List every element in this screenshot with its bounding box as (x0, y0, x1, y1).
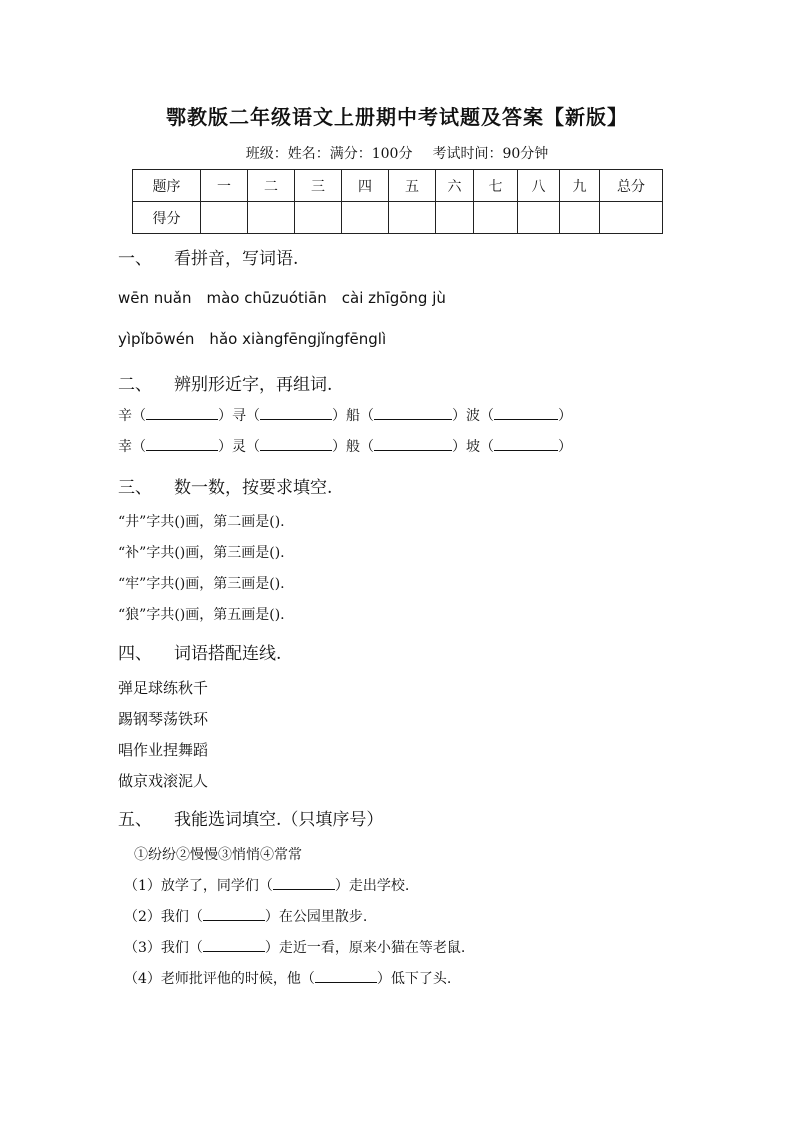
answer-blank[interactable] (374, 438, 452, 451)
answer-blank[interactable] (494, 438, 558, 451)
score-cell[interactable] (436, 202, 474, 234)
section-2-heading (118, 370, 332, 395)
answer-blank[interactable] (203, 908, 265, 921)
pinyin-line: wēn nuǎn mào chūzuótiān cài zhīgōng jù (118, 289, 446, 307)
score-table-header: 二 (248, 170, 295, 202)
score-table-score-row (133, 202, 663, 234)
section-1-heading (118, 244, 298, 269)
fill-item (124, 906, 367, 926)
section-title: 词语搭配连线. (174, 644, 282, 664)
fill-item-prefix: （3）我们（ (124, 940, 203, 956)
char: 船 (346, 408, 360, 424)
question-line: “补”字共()画，第三画是(). (118, 545, 285, 561)
section-number: 三、 (118, 478, 152, 498)
fill-item-prefix: （2）我们（ (124, 909, 203, 925)
score-table-header: 四 (342, 170, 389, 202)
fill-item-suffix: ）走近一看，原来小猫在等老鼠. (264, 940, 466, 956)
score-cell[interactable] (389, 202, 436, 234)
score-table-header: 八 (518, 170, 560, 202)
score-table (132, 169, 663, 234)
score-cell[interactable] (600, 202, 663, 234)
score-cell[interactable] (201, 202, 248, 234)
fill-item-suffix: ）在公园里散步. (264, 909, 368, 925)
char: 波 (466, 408, 480, 424)
score-table-header-row (133, 170, 663, 202)
score-table-header: 九 (560, 170, 600, 202)
section-title: 我能选词填空.（只填序号） (174, 810, 384, 830)
question-line: “牢”字共()画，第三画是(). (118, 576, 285, 592)
fill-item-prefix: （1）放学了，同学们（ (124, 878, 273, 894)
word-options: ①纷纷②慢慢③悄悄④常常 (134, 847, 302, 863)
fill-item (124, 937, 465, 957)
answer-blank[interactable] (260, 407, 332, 420)
fill-item-prefix: （4）老师批评他的时候，他（ (124, 971, 315, 987)
question-line: “狼”字共()画，第五画是(). (118, 607, 285, 623)
fill-item (124, 968, 451, 988)
section-5-heading (118, 805, 383, 830)
matching-line: 做京戏滚泥人 (118, 772, 209, 790)
char-row: 幸（ ）灵（ ）般（ ）坡（ ） (118, 439, 572, 455)
exam-time: 考试时间：90分钟 (432, 146, 549, 162)
exam-meta (0, 143, 794, 163)
section-3-heading (118, 473, 332, 498)
score-table-header: 总分 (600, 170, 663, 202)
section-number: 二、 (118, 375, 152, 395)
score-table-header: 七 (474, 170, 518, 202)
fill-item (124, 875, 409, 895)
score-cell[interactable] (248, 202, 295, 234)
char: 幸 (118, 439, 132, 455)
section-number: 四、 (118, 644, 152, 664)
pinyin-line: yìpǐbōwén hǎo xiàngfēngjǐngfēnglì (118, 330, 387, 348)
char: 寻 (232, 408, 246, 424)
question-line: “井”字共()画，第二画是(). (118, 514, 285, 530)
answer-blank[interactable] (374, 407, 452, 420)
score-table-header: 三 (295, 170, 342, 202)
section-4-heading (118, 639, 281, 664)
score-table-header: 一 (201, 170, 248, 202)
score-table-header: 五 (389, 170, 436, 202)
matching-line: 弹足球练秋千 (118, 679, 209, 697)
fill-item-suffix: ）低下了头. (376, 971, 452, 987)
answer-blank[interactable] (273, 877, 335, 890)
section-title: 数一数，按要求填空. (174, 478, 333, 498)
score-cell[interactable] (474, 202, 518, 234)
fill-item-suffix: ）走出学校. (334, 878, 410, 894)
matching-line: 踢钢琴荡铁环 (118, 710, 209, 728)
score-cell[interactable] (342, 202, 389, 234)
char: 坡 (466, 439, 480, 455)
section-number: 五、 (118, 810, 152, 830)
char-row: 辛（ ）寻（ ）船（ ）波（ ） (118, 408, 572, 424)
answer-blank[interactable] (260, 438, 332, 451)
answer-blank[interactable] (146, 407, 218, 420)
answer-blank[interactable] (315, 970, 377, 983)
score-cell[interactable] (560, 202, 600, 234)
matching-line: 唱作业捏舞蹈 (118, 741, 209, 759)
char: 灵 (232, 439, 246, 455)
answer-blank[interactable] (203, 939, 265, 952)
section-number: 一、 (118, 249, 152, 269)
score-row-label: 得分 (133, 202, 201, 234)
section-title: 看拼音，写词语. (174, 249, 299, 269)
score-cell[interactable] (295, 202, 342, 234)
char: 般 (346, 439, 360, 455)
answer-blank[interactable] (146, 438, 218, 451)
char: 辛 (118, 408, 132, 424)
class-name-line: 班级：姓名：满分：100分 (245, 146, 413, 162)
score-cell[interactable] (518, 202, 560, 234)
section-title: 辨别形近字，再组词. (174, 375, 333, 395)
page-title: 鄂教版二年级语文上册期中考试题及答案【新版】 (166, 105, 628, 129)
score-table-header: 题序 (133, 170, 201, 202)
answer-blank[interactable] (494, 407, 558, 420)
score-table-header: 六 (436, 170, 474, 202)
